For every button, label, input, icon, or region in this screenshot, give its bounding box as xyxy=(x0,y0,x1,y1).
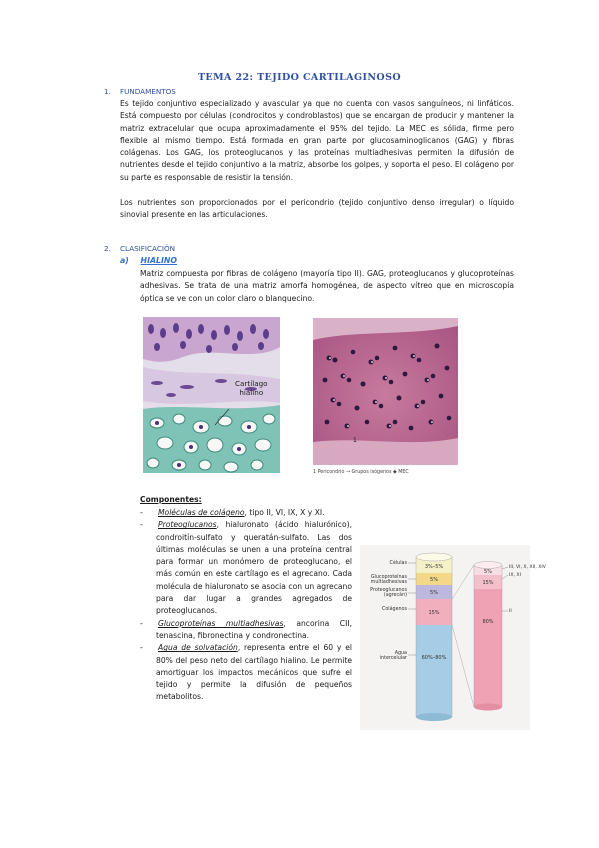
seg-collagens-value: 15% xyxy=(428,610,440,616)
section-label: FUNDAMENTOS xyxy=(120,87,176,96)
component-item-glycoproteins xyxy=(140,618,352,643)
component-term: Glucoproteínas multiadhesivas xyxy=(158,618,284,628)
list-bullet: - xyxy=(140,643,143,653)
section-number: 2. xyxy=(104,244,111,253)
list-bullet: - xyxy=(140,508,143,517)
cartilage-label-line1: Cartílago xyxy=(235,379,268,388)
page-title: TEMA 22: TEJIDO CARTILAGINOSO xyxy=(197,72,402,83)
component-term: Moléculas de colágeno xyxy=(158,508,245,517)
fundamentos-paragraph-2: Los nutrientes son proporcionados por el pericondrio (tejido conjuntivo denso irregular) o líquido sinovial presente en las articulaciones. xyxy=(120,198,514,220)
cartilage-label-line2: hialino xyxy=(239,388,264,397)
component-term: Agua de solvatación xyxy=(158,643,238,653)
component-text: , ancorina CII, tenascina, fibronectina y condronectina. xyxy=(156,618,352,640)
label-collagen-types-2: IX, XI xyxy=(509,573,521,578)
seg-cells-value: 3%–5% xyxy=(424,564,444,570)
label-glycoproteins: Glucoproteínas multiadhesivas xyxy=(370,575,407,585)
label-proteoglycans: Proteoglucanos (agrecán) xyxy=(370,588,407,598)
subsection-name: HIALINO xyxy=(140,256,178,265)
list-bullet: - xyxy=(140,520,143,530)
hyaline-cartilage-he-micrograph xyxy=(313,318,458,465)
component-text: , hialuronato (ácido hialurónico), condroitín-sulfato y queratán-sulfato. Las dos últimas moléculas se unen a una proteína central para formar un monómero de proteoglucano, el más común en este cartílago es el agrecano. Cada molécula de hialuronato se asocia con un agrecano para dar lugar a grandes agregados de proteoglucanos. xyxy=(156,520,352,616)
label-collagen-types-3: II xyxy=(509,609,512,614)
seg-right-1-value: 5% xyxy=(484,569,492,575)
pericondrio-mark: 1 xyxy=(353,437,357,444)
components-heading: Componentes: xyxy=(140,495,202,504)
components-list xyxy=(140,507,352,704)
seg-right-2-value: 15% xyxy=(482,580,494,586)
label-water: Agua intercelular xyxy=(379,651,407,661)
component-text: , representa entre el 60 y el 80% del peso neto del cartílago hialino. Le permite amortiguar los impactos mecánicos que sufre el tejido y permite la difusión de pequeños metabolitos. xyxy=(156,643,352,702)
label-collagen-types-1: III, VI, X, XII, XIV xyxy=(509,565,546,570)
label-cells: Células xyxy=(389,561,407,566)
component-item-water xyxy=(140,642,352,703)
hyaline-cartilage-micrograph xyxy=(143,317,280,473)
cartilage-label xyxy=(235,379,268,397)
subsection-letter: a) xyxy=(120,256,129,265)
list-bullet: - xyxy=(140,618,143,628)
seg-proteoglycans-value: 5% xyxy=(430,590,438,596)
section-number: 1. xyxy=(104,87,111,96)
seg-right-3-value: 80% xyxy=(482,619,494,625)
component-item-proteoglycans xyxy=(140,519,352,617)
label-collagens: Colágenos xyxy=(381,607,407,612)
component-text: , tipo II, VI, IX, X y XI. xyxy=(244,508,325,517)
micrograph-caption: 1 Pericondrio → Grupos isógenos ◆ MEC xyxy=(313,470,409,475)
component-term: Proteoglucanos xyxy=(158,520,217,530)
section-label: CLASIFICACIÓN xyxy=(120,244,176,253)
cartilage-composition-diagram xyxy=(360,545,546,730)
fundamentos-paragraph-1: Es tejido conjuntivo especializado y avascular ya que no cuenta con vasos sanguíneos, ni linfáticos. Está compuesto por células (condrocitos y condroblastos) que se encargan de producir y mantener la matriz extracelular que ocupa aproximadamente el 95% del tejido. La MEC es sólida, firme pero flexible al mismo tiempo. Está formada en gran parte por glucosaminoglicanos (GAG) y fibras colágenas. Los GAG, los proteoglucanos y las proteínas multiadhesivas permiten la difusión de nutrientes desde el tejido conjuntivo a la matriz, absorbe los golpes, y soporta el peso. El colágeno por su parte es responsable de resistir la tensión. xyxy=(120,99,514,182)
component-item-collagen xyxy=(140,507,352,519)
seg-glycoproteins-value: 5% xyxy=(430,577,438,583)
seg-water-value: 60%–80% xyxy=(421,655,447,661)
hialino-description: Matriz compuesta por fibras de colágeno (mayoría tipo II). GAG, proteoglucanos y glucoproteínas adhesivas. Se trata de una matriz amorfa homogénea, de aspecto vítreo que en microscopía óptica se ve con un color claro o blanquecino. xyxy=(140,269,514,303)
subsection-heading-hialino xyxy=(120,256,177,265)
